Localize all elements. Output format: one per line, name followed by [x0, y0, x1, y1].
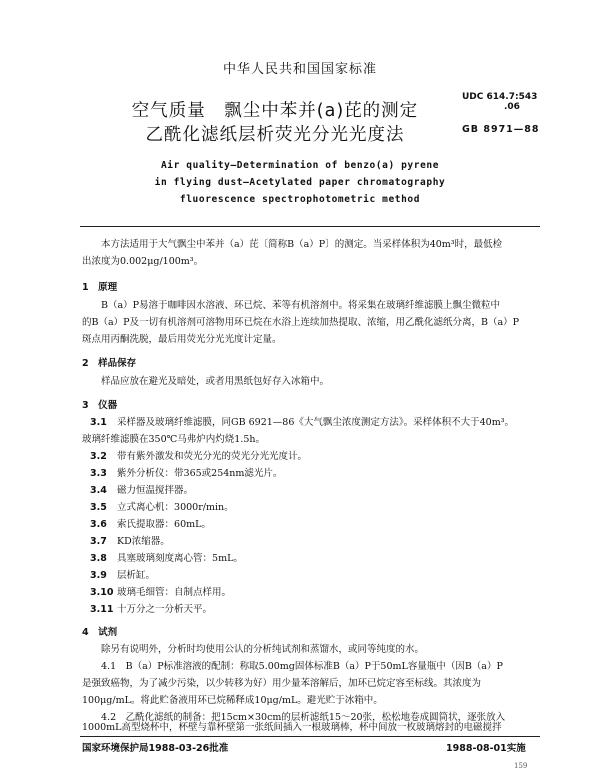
item-text: 立式离心机：3000r/min。 — [117, 502, 234, 513]
instrument-item — [90, 567, 155, 584]
item-text: 十万分之一分析天平。 — [117, 604, 213, 615]
section-heading-storage: 2 样品保存 — [82, 358, 137, 369]
item-number: 3.8 — [90, 553, 107, 564]
item-text: 具塞玻璃刻度离心管：5mL。 — [117, 553, 243, 564]
instrument-item — [90, 465, 282, 482]
item-number: 3.4 — [90, 485, 107, 496]
udc-line2: .06 — [504, 102, 520, 112]
footer-divider — [80, 736, 540, 737]
instrument-item — [90, 516, 211, 533]
instrument-item — [90, 482, 193, 499]
instrument-item — [90, 584, 231, 601]
item-text: 索氏提取器：60mL。 — [117, 519, 211, 530]
item-number: 3.7 — [90, 536, 107, 547]
instrument-item — [90, 414, 514, 431]
standard-name: 中华人民共和国国家标准 — [222, 62, 377, 77]
item-number: 3.3 — [90, 468, 107, 479]
gb-number: GB 8971—88 — [462, 124, 540, 135]
item-text: 层析缸。 — [117, 570, 156, 581]
storage-line1: 样品应放在避光及暗处，或者用黑纸包好存入冰箱中。 — [101, 376, 330, 387]
item-text: KD浓缩器。 — [117, 536, 170, 547]
item-number: 3.2 — [90, 451, 107, 462]
instrument-item — [90, 499, 234, 516]
principle-line2: 的B（a）P及一切有机溶剂可溶物用环已烷在水浴上连续加热提取、浓缩，用乙酰化滤纸分离，B（a）P — [82, 317, 520, 328]
udc-code — [462, 92, 537, 112]
item-number: 3.9 — [90, 570, 107, 581]
instrument-item — [90, 448, 307, 465]
intro-line1: 本方法适用于大气飘尘中苯并（a）芘〔简称B（a）P〕的测定。当采样体积为40m³时，最低检 — [101, 239, 503, 250]
section-heading-reagents: 4 试剂 — [82, 627, 118, 638]
item-text: 采样器及玻璃纤维滤膜，同GB 6921—86《大气飘尘浓度测定方法》。采样体积不大于40m³。 — [117, 417, 515, 428]
approval-date: 国家环境保护局1988-03-26批准 — [82, 743, 229, 754]
principle-line1: B（a）P易溶于咖啡因水溶液、环已烷、苯等有机溶剂中。将采集在玻璃纤维滤膜上飘尘微粒中 — [101, 300, 501, 311]
reagent-4-1-line1: 4.1 B（a）P标准溶液的配制：称取5.00mg固体标准B（a）P于50mL容量瓶中（因B（a）P — [101, 661, 503, 672]
title-en-line1: Air quality—Determination of benzo(a) pyrene — [160, 160, 440, 171]
reagent-4-2-line1: 4.2 乙酰化滤纸的制备：把15cm×30cm的层析滤纸15～20张，松松地卷成圆筒状，逐张放入 — [101, 712, 506, 723]
title-en-line3: fluorescence spectrophotometric method — [179, 194, 421, 205]
item-number: 3.6 — [90, 519, 107, 530]
instrument-item-continued: 玻璃纤维滤膜在350℃马弗炉内灼烧1.5h。 — [82, 434, 265, 445]
item-text: 玻璃毛细管：自制点样用。 — [117, 587, 232, 598]
implementation-date: 1988-08-01实施 — [446, 743, 526, 754]
intro-line2: 出浓度为0.002μg/100m³。 — [82, 256, 204, 267]
principle-line3: 斑点用丙酮洗脱，最后用荧光分光光度计定量。 — [82, 334, 282, 345]
item-text: 带有紫外激发和荧光分光的荧光分光光度计。 — [117, 451, 308, 462]
reagents-intro: 除另有说明外，分析时均使用公认的分析纯试剂和蒸馏水，或同等纯度的水。 — [101, 644, 425, 655]
instrument-item — [90, 601, 212, 618]
item-number: 3.11 — [90, 604, 114, 615]
reagent-4-2-line2: 1000mL高型烧杯中，杯壁与靠杯壁第一张纸间插入一根玻璃棒，杯中间放一枚玻璃熔封的电磁搅拌 — [82, 722, 502, 733]
item-text: 磁力恒温搅拌器。 — [117, 485, 194, 496]
item-number: 3.1 — [90, 417, 107, 428]
header-divider — [80, 226, 540, 227]
item-number: 3.10 — [90, 587, 114, 598]
instrument-item — [90, 533, 170, 550]
instrument-item — [90, 550, 243, 567]
reagent-4-1-line3: 100μg/mL。将此贮备液用环已烷稀释成10μg/mL。避光贮于冰箱中。 — [82, 695, 383, 706]
section-heading-principle: 1 原理 — [82, 282, 118, 293]
udc-line1: UDC 614.7:543 — [462, 92, 538, 102]
section-heading-instruments: 3 仪器 — [82, 400, 118, 411]
title-cn-line1: 空气质量 飘尘中苯并(a)芘的测定 — [131, 101, 419, 121]
item-number: 3.5 — [90, 502, 107, 513]
reagent-4-1-line2: 是强致癌物，为了减少污染，以少转移为好）用少量苯溶解后，加环已烷定容至标线。其浓度为 — [82, 678, 482, 689]
item-text: 紫外分析仪：带365或254nm滤光片。 — [117, 468, 283, 479]
title-en-line2: in flying dust—Acetylated paper chromatography — [154, 177, 446, 188]
title-cn-line2: 乙酰化滤纸层析荧光分光光度法 — [145, 125, 405, 145]
page-number: 159 — [514, 762, 528, 770]
